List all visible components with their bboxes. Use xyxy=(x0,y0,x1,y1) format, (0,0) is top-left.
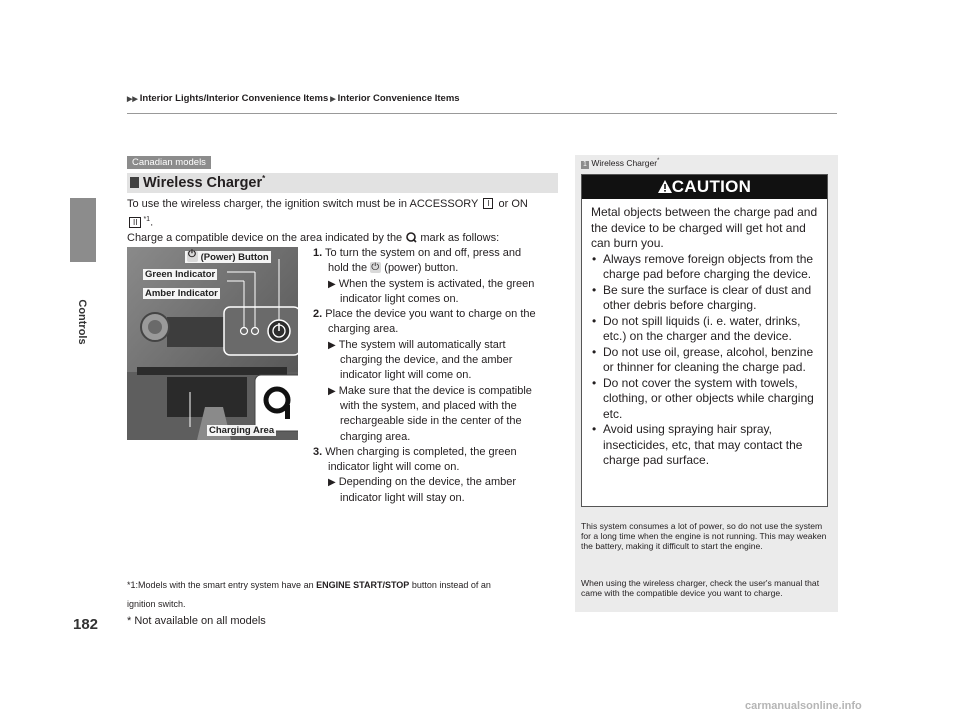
list-item: • Be sure the surface is clear of dust and other debris before charging. xyxy=(591,283,818,314)
header-rule xyxy=(127,113,837,114)
list-item: • Always remove foreign objects from the charge pad before charging the device. xyxy=(591,252,818,283)
warning-icon xyxy=(658,180,672,193)
substep-arrow-icon: ▶ xyxy=(328,339,336,351)
breadcrumb-arrow-icon: ▶▶ xyxy=(127,95,138,103)
model-badge: Canadian models xyxy=(127,156,211,169)
list-item: • Do not use oil, grease, alcohol, benzine or thinner for cleaning the charge pad. xyxy=(591,345,818,376)
steps-list: 1. To turn the system on and off, press and hold the ⏻ (power) button. ▶ When the system is activated, the green indicator light comes on. 2. Place the device you want to charge on the charging area. ▶ The system will automatically start charging the device, and the amber indicator light will come on. ▶ Make sure that the device is compatible with the system, and placed with the rechargeable side in the center of the charging area. 3. When charging is completed, the green indicator light will come on. ▶ Depending on the device, the amber indicator light will stay on. xyxy=(313,246,563,506)
notes-header: 1 Wireless Charger* xyxy=(581,158,659,169)
green-indicator-callout: Green Indicator xyxy=(145,269,216,280)
caution-header: CAUTION xyxy=(582,175,827,199)
chapter-label: Controls xyxy=(76,299,88,345)
power-icon xyxy=(370,262,381,273)
section-title: Wireless Charger* xyxy=(143,174,266,191)
manual-note: When using the wireless charger, check the user's manual that came with the compatible device you want to charge. xyxy=(581,578,820,599)
intro-text: To use the wireless charger, the ignition switch must be in ACCESSORY I or ON II $^{*1}$. Charge a compatible device on the area indicated by the mark as follows: xyxy=(127,198,528,245)
section-square-icon xyxy=(130,177,139,188)
substep-arrow-icon: ▶ xyxy=(328,385,336,397)
breadcrumb-arrow-icon: ▶ xyxy=(330,95,336,103)
step-2: 2. Place the device you want to charge on the xyxy=(313,308,536,321)
breadcrumb-item[interactable]: Interior Lights/Interior Convenience Items xyxy=(139,93,329,104)
chapter-tab xyxy=(70,198,96,262)
qi-mark-icon xyxy=(405,231,417,243)
section-heading xyxy=(127,173,558,193)
breadcrumb-item[interactable]: Interior Convenience Items xyxy=(337,93,460,104)
key-on-icon: II xyxy=(129,217,141,228)
console-figure xyxy=(127,247,298,440)
footnote: *1:Models with the smart entry system have an ENGINE START/STOP button instead of an ignition switch. xyxy=(127,580,491,609)
caution-box xyxy=(581,174,828,507)
key-accessory-icon: I xyxy=(483,198,493,209)
list-item: • Do not cover the system with towels, clothing, or other objects while charging etc. xyxy=(591,376,818,423)
power-icon xyxy=(187,251,198,262)
availability-note: * Not available on all models xyxy=(127,615,266,627)
watermark: carmanualsonline.info xyxy=(745,700,862,712)
caution-list xyxy=(591,252,818,469)
substep-arrow-icon: ▶ xyxy=(328,278,336,290)
substep-arrow-icon: ▶ xyxy=(328,477,336,489)
page-number: 182 xyxy=(73,616,99,633)
step-1: 1. To turn the system on and off, press and xyxy=(313,247,522,259)
power-button-callout: ⏻ (Power) Button xyxy=(185,251,271,263)
power-note: This system consumes a lot of power, so do not use the system for a long time when the engine is not running. This may weaken the battery, making it difficult to start the engine. xyxy=(581,521,827,552)
step-3: 3. When charging is completed, the green xyxy=(313,445,517,458)
list-item: • Avoid using spraying hair spray, insecticides, etc, that may contact the charge pad surface. xyxy=(591,422,818,469)
caution-body: Metal objects between the charge pad and the device to be charged will get hot and can burn you. • Always remove foreign objects from the charge pad before charging the device. • Be sure the surface is clear of dust and other debris before charging. • Do not spill liquids (i. e. water, drinks, etc.) on the charger and the device. • Do not use oil, grease, alcohol, benzine or thinner for cleaning the charge pad. • Do not cover the system with towels, clothing, or other objects while charging etc. • Avoid using spraying hair spray, insecticides, etc, that may contact the charge pad surface. xyxy=(582,199,827,469)
charging-area-callout: Charging Area xyxy=(209,425,275,436)
breadcrumb xyxy=(127,93,460,104)
amber-indicator-callout: Amber Indicator xyxy=(145,288,218,299)
list-item: • Do not spill liquids (i. e. water, drinks, etc.) on the charger and the device. xyxy=(591,314,818,345)
